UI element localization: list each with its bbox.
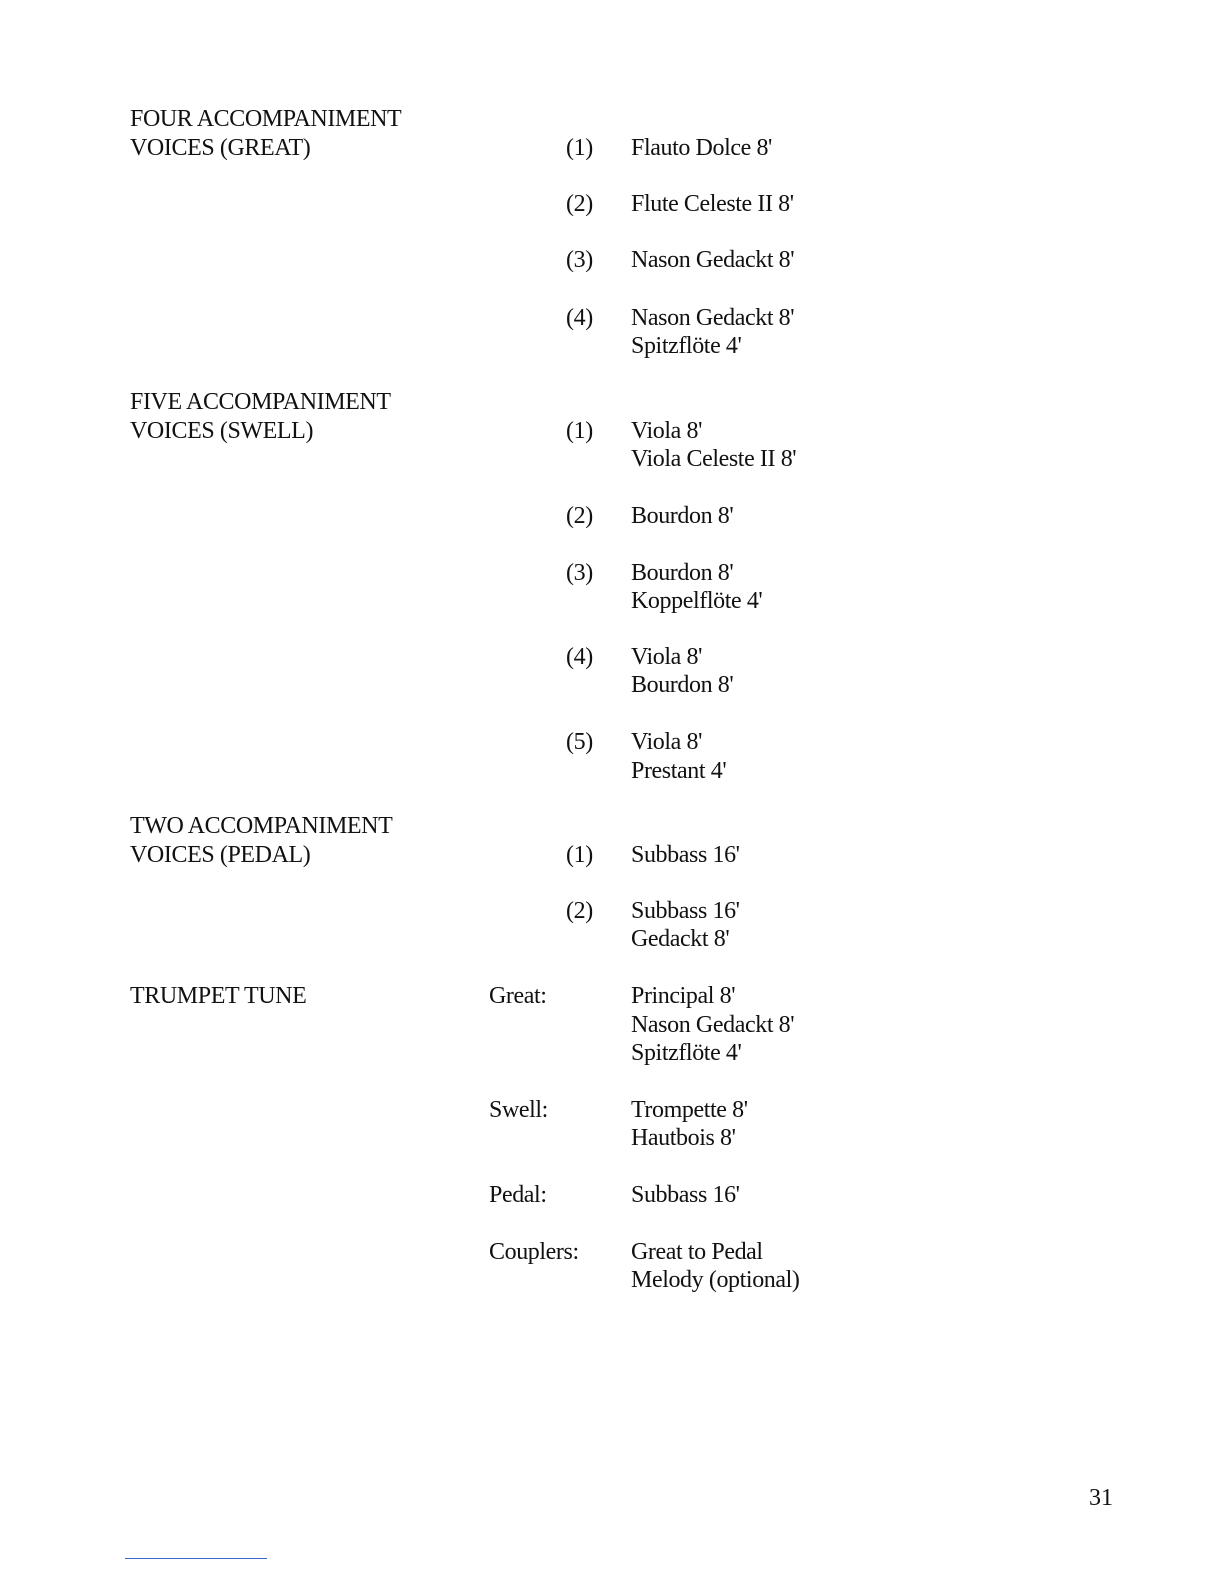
voice-stop: Viola 8'	[631, 644, 703, 670]
entry-number: (3)	[566, 560, 593, 586]
voice-stop: Gedackt 8'	[631, 926, 730, 952]
section-heading: TRUMPET TUNE	[130, 983, 307, 1009]
voice-stop: Great to Pedal	[631, 1239, 763, 1265]
entry-number: (1)	[566, 418, 593, 444]
section-heading: VOICES (PEDAL)	[130, 842, 311, 868]
voice-stop: Viola 8'	[631, 418, 703, 444]
voice-stop: Subbass 16'	[631, 1182, 740, 1208]
voice-stop: Nason Gedackt 8'	[631, 1012, 795, 1038]
section-heading: FIVE ACCOMPANIMENT	[130, 389, 391, 415]
voice-stop: Koppelflöte 4'	[631, 588, 763, 614]
entry-number: (4)	[566, 305, 593, 331]
voice-stop: Nason Gedackt 8'	[631, 247, 795, 273]
voice-stop: Viola Celeste II 8'	[631, 446, 797, 472]
division-label: Swell:	[489, 1097, 548, 1123]
voice-stop: Spitzflöte 4'	[631, 333, 742, 359]
voice-stop: Prestant 4'	[631, 758, 727, 784]
section-heading: TWO ACCOMPANIMENT	[130, 813, 393, 839]
section-heading: VOICES (SWELL)	[130, 418, 314, 444]
section-heading: FOUR ACCOMPANIMENT	[130, 106, 402, 132]
entry-number: (3)	[566, 247, 593, 273]
voice-stop: Viola 8'	[631, 729, 703, 755]
section-heading: VOICES (GREAT)	[130, 135, 311, 161]
entry-number: (2)	[566, 898, 593, 924]
voice-stop: Subbass 16'	[631, 898, 740, 924]
voice-stop: Trompette 8'	[631, 1097, 748, 1123]
voice-stop: Bourdon 8'	[631, 560, 734, 586]
voice-stop: Hautbois 8'	[631, 1125, 736, 1151]
voice-stop: Principal 8'	[631, 983, 736, 1009]
voice-stop: Subbass 16'	[631, 842, 740, 868]
division-label: Couplers:	[489, 1239, 579, 1265]
voice-stop: Bourdon 8'	[631, 503, 734, 529]
entry-number: (4)	[566, 644, 593, 670]
voice-stop: Bourdon 8'	[631, 672, 734, 698]
voice-stop: Flauto Dolce 8'	[631, 135, 772, 161]
voice-stop: Flute Celeste II 8'	[631, 191, 794, 217]
entry-number: (5)	[566, 729, 593, 755]
entry-number: (2)	[566, 503, 593, 529]
voice-stop: Nason Gedackt 8'	[631, 305, 795, 331]
division-label: Great:	[489, 983, 547, 1009]
entry-number: (2)	[566, 191, 593, 217]
entry-number: (1)	[566, 842, 593, 868]
voice-stop: Spitzflöte 4'	[631, 1040, 742, 1066]
voice-stop: Melody (optional)	[631, 1267, 800, 1293]
division-label: Pedal:	[489, 1182, 547, 1208]
entry-number: (1)	[566, 135, 593, 161]
page-number: 31	[1089, 1485, 1113, 1511]
footer-rule	[125, 1558, 267, 1559]
